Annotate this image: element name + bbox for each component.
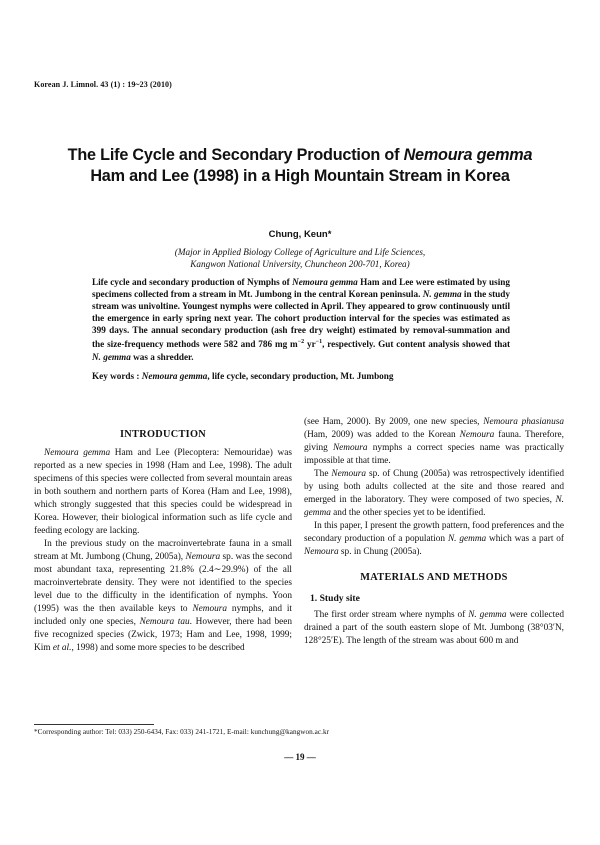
- author: Chung, Keun*: [268, 229, 332, 240]
- keywords: Key words : Nemoura gemma, life cycle, secondary production, Mt. Jumbong: [92, 371, 394, 381]
- title-line-2: Ham and Lee (1998) in a High Mountain Stream in Korea: [90, 167, 510, 185]
- methods-heading: MATERIALS AND METHODS: [360, 572, 508, 583]
- abstract: Life cycle and secondary production of Nymphs of Nemoura gemma Ham and Lee were estimated by using specimens collected from a stream in Mt. Jumbong in the central Korean peninsula. N. gemma in the study stream was univoltine. Youngest nymphs were collected in April. They appeared to grow continuously until the emergence in early spring next year. The cohort production interval for the species was estimated as 399 days. The annual secondary production (ash free dry weight) estimated by removal-summation and the size-frequency methods were 582 and 786 mg $m^{-2}$ $yr^{-1}$, respectively. Gut content analysis showed that N. gemma was a shredder.: [92, 277, 511, 362]
- intro-paragraph-1: Nemoura gemma Ham and Lee (Plecoptera: Nemouridae) was reported as a new species in 1998 (Ham and Lee, 1998). The adult specimens of this species were collected from several mountain areas in both southern and northern parts of Korea (Ham and Lee, 1998), which strongly suggested that this species could be widespread in Korea. However, their biological information such as life cycle and feeding ecology are lacking.: [34, 448, 293, 536]
- study-site-subheading: 1. Study site: [310, 593, 360, 604]
- intro-paragraph-5: In this paper, I present the growth pattern, food preferences and the secondary production of a population N. gemma which was a part of Nemoura sp. in Chung (2005a).: [304, 521, 565, 557]
- page-number: — 19 —: [284, 752, 316, 762]
- left-column: [34, 416, 292, 655]
- title-species-name: Nemoura gemma: [403, 146, 533, 164]
- affiliation: (Major in Applied Biology College of Agriculture and Life Sciences, Kangwon National University, Chuncheon 200-701, Korea): [174, 247, 426, 269]
- introduction-heading: INTRODUCTION: [120, 429, 206, 440]
- methods-paragraph-1: The first order stream where nymphs of N. gemma were collected drained a part of the south eastern slope of Mt. Jumbong (38°03′N, 128°25′E). The length of the stream was about 600 m and: [304, 610, 565, 646]
- title-line-1: The Life Cycle and Secondary Production of Nemoura gemma: [67, 146, 533, 164]
- intro-paragraph-2: In the previous study on the macroinvertebrate fauna in a small stream at Mt. Jumbong (Chung, 2005a), Nemoura sp. was the second most abundant taxa, representing 21.8% (2.4∼29.9%) of the all macroinvertebrate density. They were not identified to the species level due to the difficulty in the identification of nymphs. Yoon (1995) was the then available keys to Nemoura nymphs, and it included only one species, Nemoura tau. However, there had been five recognized species (Zwick, 1973; Ham and Lee, 1998, 1999; Kim et al., 1998) and some more species to be described: [34, 539, 293, 653]
- right-column: [304, 416, 564, 648]
- footnote-divider: [34, 724, 154, 725]
- intro-paragraph-3: (see Ham, 2000). By 2009, one new species, Nemoura phasianusa (Ham, 2009) was added to the Korean Nemoura fauna. Therefore, giving Nemoura nymphs a correct species name was practically impossible at that time.: [304, 417, 564, 466]
- corresponding-author-footnote: *Corresponding author: Tel: 033) 250-6434, Fax: 033) 241-1721, E-mail: kunchung@kangwon.ac.kr: [34, 728, 330, 736]
- intro-paragraph-4: The Nemoura sp. of Chung (2005a) was retrospectively identified by using both adults collected at the site and those reared and emerged in the laboratory. They were composed of two species, N. gemma and the other species yet to be identified.: [304, 469, 564, 518]
- paper-title: [40, 145, 560, 187]
- journal-reference: Korean J. Limnol. 43 (1) : 19~23 (2010): [34, 80, 172, 89]
